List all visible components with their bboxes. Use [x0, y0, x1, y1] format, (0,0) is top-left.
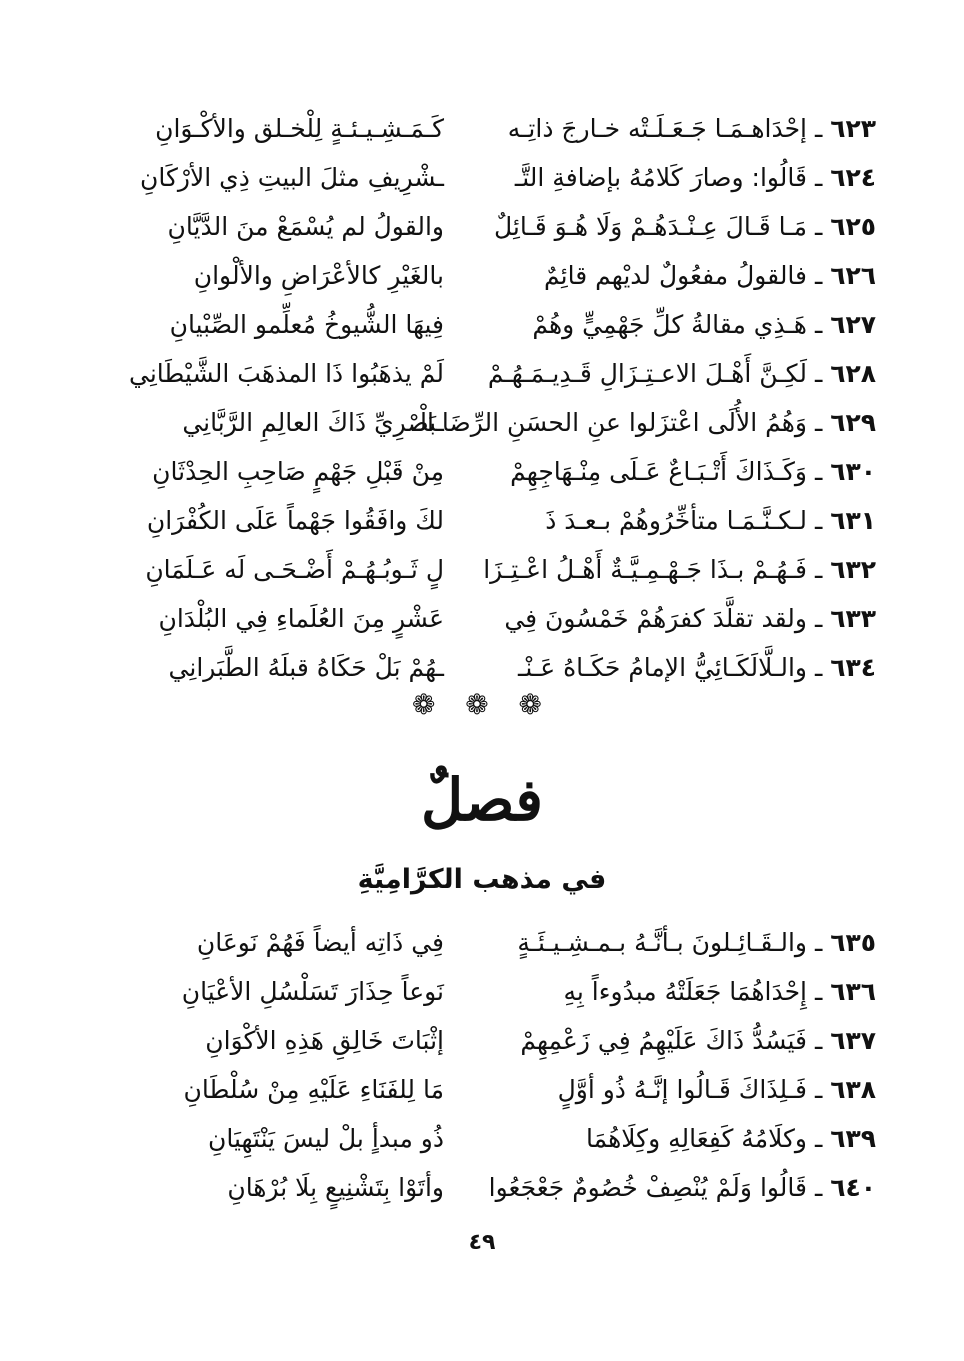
verse-line — [0, 202, 964, 251]
verse-number: ٦٢٦ — [830, 261, 876, 290]
first-hemistich: ٦٢٣ ـ إحْدَاهـمَـا جَـعَـلَـتْه خـارجَ ذاتِـه — [507, 114, 876, 143]
first-hemistich: ٦٣٠ ـ وَكَـذَاكَ أَتْـبَـاعٌ عَـلَى مِنْـهَاجِهِمْ — [510, 457, 876, 486]
verses-top — [0, 104, 964, 692]
second-hemistich: ـشْرِيفِ مثلَ البيتِ ذِي الأرْكَانِ — [140, 163, 444, 192]
verse-number: ٦٣٦ — [830, 977, 876, 1006]
second-hemistich: ـبَصْرِيِّ ذَاكَ العالِمِ الرَّبَّانِي — [182, 408, 444, 437]
verse-line — [0, 967, 964, 1016]
second-hemistich: والقولُ لم يُسْمَعْ منَ الدَّيَّانِ — [167, 212, 444, 241]
first-hemistich: ٦٣٩ ـ وكلَامُهُ كَفِعَالِهِ وكِلَاهُمَا — [586, 1124, 876, 1153]
verse-number: ٦٣١ — [830, 506, 876, 535]
first-hemistich-text: والـقَـائِـلونَ بـأنَّـهُ بـمـشِـيـئَـةٍ — [517, 928, 807, 957]
first-hemistich-text: قَالُوا: وصارَ كَلامُهُ بإضافةِ التَّـ — [514, 163, 807, 192]
first-hemistich-text: فالقولُ مفعُولٌ لديْهم قائِمٌ — [544, 261, 807, 290]
verses-bottom — [0, 918, 964, 1212]
second-hemistich: ذُو مبدأٍ بلْ ليسَ يَنْتَهِيَانِ — [207, 1124, 444, 1153]
verse-line — [0, 594, 964, 643]
first-hemistich-text: فَـلِذَاكَ قَـالُوا إنَّـهُ ذُو أوَّلٍ — [557, 1075, 807, 1104]
first-hemistich: ٦٢٤ ـ قَالُوا: وصارَ كَلامُهُ بإضافةِ التَّـ — [514, 163, 876, 192]
first-hemistich: ٦٣٣ ـ ولقد تقلَّدَ كفرَهُمْ خَمْسُونَ فِي — [504, 604, 876, 633]
first-hemistich: ٦٣٥ ـ والـقَـائِـلونَ بـأنَّـهُ بـمـشِـيـئَـةٍ — [517, 928, 876, 957]
first-hemistich: ٦٢٩ ـ وَهُمُ الأُلَى اعْتزَلوا عنِ الحسَنِ الرِّضَا الْـ — [412, 408, 876, 437]
first-hemistich-text: إحْدَاهـمَـا جَـعَـلَـتْه خـارجَ ذاتِـه — [507, 114, 807, 143]
first-hemistich-text: مَـا قَـالَ عِـنْـدَهُـمْ وَلَا هُـوَ قَـائِلٌ — [493, 212, 807, 241]
verse-number: ٦٣٠ — [830, 457, 876, 486]
verse-line — [0, 1163, 964, 1212]
first-hemistich: ٦٣٤ ـ والـلَّالَكَـائِيُّ الإمامُ حَكَـاهُ عَـنْـ — [518, 653, 876, 682]
verse-line — [0, 153, 964, 202]
verse-number: ٦٤٠ — [830, 1173, 876, 1202]
verse-line — [0, 349, 964, 398]
verse-line — [0, 918, 964, 967]
verse-line — [0, 1065, 964, 1114]
second-hemistich: عَشْرٍ مِنَ العُلَماءِ فِي البُلْدَانِ — [158, 604, 444, 633]
first-hemistich: ٦٢٨ ـ لَكِـنَّ أَهْـلَ الاعـتِـزَالِ قَـدِيـمَـهُـمْ — [487, 359, 876, 388]
verse-number: ٦٣٩ — [830, 1124, 876, 1153]
first-hemistich: ٦٣٢ ـ فَـهُـمْ بـذَا جَـهْـمِـيَّـةٌ أَهْـلُ اعْـتِـزَا — [483, 555, 876, 584]
verse-number: ٦٣٥ — [830, 928, 876, 957]
verse-number: ٦٢٣ — [830, 114, 876, 143]
first-hemistich-text: وكلَامُهُ كَفِعَالِهِ وكِلَاهُمَا — [586, 1124, 807, 1153]
second-hemistich: لكَ وافَقُوا جَهْماً عَلَى الكُفْرَانِ — [146, 506, 444, 535]
verse-line — [0, 545, 964, 594]
verse-number: ٦٢٩ — [830, 408, 876, 437]
first-hemistich: ٦٤٠ ـ قَالُوا وَلَمْ يُنْصِفْ خُصُومٌ جَعْجَعُوا — [488, 1173, 876, 1202]
verse-line — [0, 447, 964, 496]
second-hemistich: كَـمَـشِـيـئـةٍ لِلْخـلق والأكْـوَانِ — [155, 114, 444, 143]
first-hemistich-text: إِحْدَاهُمَا جَعَلَتْهُ مبدُوءاً بِهِ — [563, 977, 807, 1006]
section-title: فصلٌ — [421, 766, 543, 834]
first-hemistich-text: وَكَـذَاكَ أَتْـبَـاعٌ عَـلَى مِنْـهَاجِهِمْ — [510, 457, 807, 486]
first-hemistich: ٦٣٨ ـ فَـلِذَاكَ قَـالُوا إنَّـهُ ذُو أوَّلٍ — [557, 1075, 876, 1104]
section-subtitle: في مذهب الكرَّامِيَّةِ — [357, 864, 607, 895]
second-hemistich: وأتَوْا بِتَشْنِيعٍ بِلَا بُرْهَانِ — [227, 1173, 444, 1202]
verse-line — [0, 496, 964, 545]
first-hemistich-text: لـكـنَّـمَـا متأخِّرُوهُمْ بـعـدَ ذَ — [545, 506, 807, 535]
verse-number: ٦٣٧ — [830, 1026, 876, 1055]
first-hemistich: ٦٢٦ ـ فالقولُ مفعُولٌ لديْهم قائِمٌ — [544, 261, 876, 290]
verse-line — [0, 1114, 964, 1163]
verse-number: ٦٣٨ — [830, 1075, 876, 1104]
page-number: ٤٩ — [468, 1230, 496, 1255]
second-hemistich: فِي ذَاتِه أيضاً فَهُمْ نَوعَانِ — [196, 928, 444, 957]
verse-line — [0, 398, 964, 447]
first-hemistich: ٦٢٧ ـ هَـذِي مقالةُ كلِّ جَهْمِيٍّ وهُمْ — [532, 310, 876, 339]
first-hemistich-text: هَـذِي مقالةُ كلِّ جَهْمِيٍّ وهُمْ — [532, 310, 807, 339]
ornament-separator: ❁ ❁ ❁ — [412, 688, 552, 721]
first-hemistich-text: ولقد تقلَّدَ كفرَهُمْ خَمْسُونَ فِي — [504, 604, 807, 633]
first-hemistich: ٦٣٧ ـ فَيَسُدُّ ذَاكَ عَلَيْهِمُ فِي زَعْمِهِمْ — [520, 1026, 876, 1055]
second-hemistich: فِيهَا الشُّيوخُ مُعلِّمو الصِّبْيانِ — [169, 310, 444, 339]
verse-number: ٦٣٣ — [830, 604, 876, 633]
verse-number: ٦٢٥ — [830, 212, 876, 241]
second-hemistich: ـهُمْ بَلْ حَكَاهُ قبلَهُ الطَّبَرانِي — [168, 653, 444, 682]
verse-line — [0, 300, 964, 349]
verse-line — [0, 643, 964, 692]
verse-number: ٦٣٤ — [830, 653, 876, 682]
first-hemistich-text: فَـهُـمْ بـذَا جَـهْـمِـيَّـةٌ أَهْـلُ اعْـتِـزَا — [483, 555, 807, 584]
verse-number: ٦٢٧ — [830, 310, 876, 339]
second-hemistich: لَمْ يذهَبُوا ذَا المذهَبَ الشَّيْطَانِي — [129, 359, 444, 388]
verse-line — [0, 104, 964, 153]
second-hemistich: مِنْ قَبْلِ جَهْمٍ صَاحِبِ الحِدْثَانِ — [152, 457, 444, 486]
first-hemistich: ٦٣٦ ـ إِحْدَاهُمَا جَعَلَتْهُ مبدُوءاً بِهِ — [563, 977, 876, 1006]
second-hemistich: لٍ ثَـوبُـهُـمْ أَضْـحَـى لَه عَـلَمَانِ — [145, 555, 444, 584]
first-hemistich: ٦٣١ ـ لـكـنَّـمَـا متأخِّرُوهُمْ بـعـدَ ذَ — [545, 506, 876, 535]
second-hemistich: بالغَيْرِ كالأعْرَاضِ والألْوانِ — [193, 261, 444, 290]
verse-line — [0, 251, 964, 300]
verse-number: ٦٣٢ — [830, 555, 876, 584]
first-hemistich-text: قَالُوا وَلَمْ يُنْصِفْ خُصُومٌ جَعْجَعُوا — [488, 1173, 807, 1202]
first-hemistich-text: والـلَّالَكَـائِيُّ الإمامُ حَكَـاهُ عَـنْـ — [518, 653, 807, 682]
verse-number: ٦٢٨ — [830, 359, 876, 388]
first-hemistich: ٦٢٥ ـ مَـا قَـالَ عِـنْـدَهُـمْ وَلَا هُـوَ قَـائِلٌ — [493, 212, 876, 241]
second-hemistich: مَا لِلفَنَاءِ عَلَيْهِ مِنْ سُلْطَانِ — [183, 1075, 444, 1104]
second-hemistich: نَوعاً حِذَارَ تَسَلْسُلِ الأعْيَانِ — [181, 977, 444, 1006]
second-hemistich: إثْبَاتَ خَالِقِ هَذِهِ الأكْوَانِ — [205, 1026, 444, 1055]
first-hemistich-text: فَيَسُدُّ ذَاكَ عَلَيْهِمُ فِي زَعْمِهِمْ — [520, 1026, 807, 1055]
first-hemistich-text: وَهُمُ الأُلَى اعْتزَلوا عنِ الحسَنِ الرِّضَا الْـ — [412, 408, 807, 437]
verse-number: ٦٢٤ — [830, 163, 876, 192]
verse-line — [0, 1016, 964, 1065]
first-hemistich-text: لَكِـنَّ أَهْـلَ الاعـتِـزَالِ قَـدِيـمَـهُـمْ — [487, 359, 807, 388]
